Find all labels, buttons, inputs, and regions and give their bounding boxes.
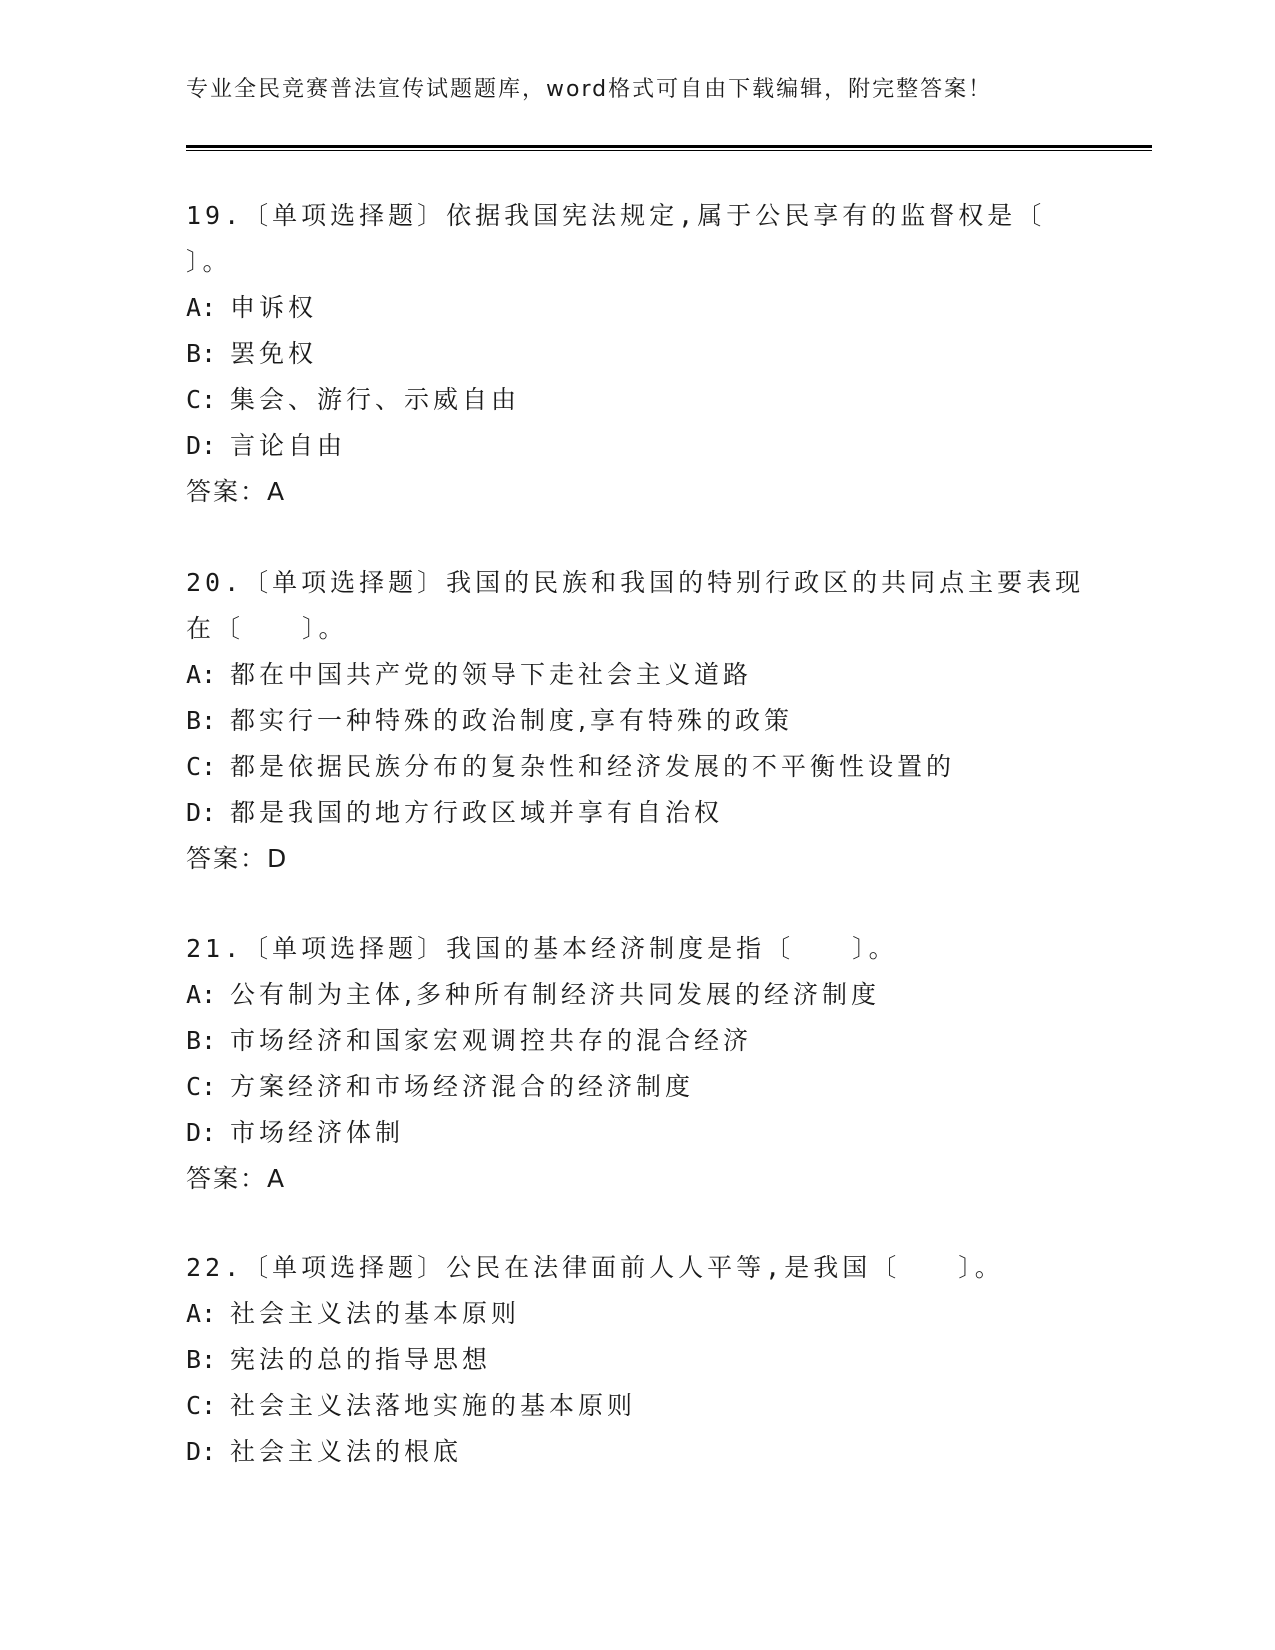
option-d [186,1429,1086,1475]
question-22 [186,1245,1086,1475]
option-c [186,377,1086,423]
option-b [186,698,1086,744]
option-a [186,285,1086,331]
option-b [186,1018,1086,1064]
option-text: 方案经济和市场经济混合的经济制度 [230,1072,695,1101]
option-letter: B: [186,706,217,735]
option-d [186,423,1086,469]
option-letter: C: [186,1072,217,1101]
option-letter: D: [186,798,217,827]
header-rule-thick [186,145,1152,148]
option-a [186,1291,1086,1337]
option-letter: B: [186,1345,217,1374]
option-letter: C: [186,752,217,781]
option-c [186,1383,1086,1429]
option-text: 公有制为主体,多种所有制经济共同发展的经济制度 [230,980,880,1009]
header-rule-thin [186,150,1152,151]
option-b [186,331,1086,377]
option-a [186,972,1086,1018]
option-b [186,1337,1086,1383]
question-21 [186,926,1086,1202]
option-text: 都实行一种特殊的政治制度,享有特殊的政策 [230,706,793,735]
option-letter: B: [186,339,217,368]
option-letter: D: [186,1437,217,1466]
option-text: 申诉权 [230,293,318,322]
question-stem: 22.〔单项选择题〕公民在法律面前人人平等,是我国〔 〕。 [186,1253,1004,1282]
option-text: 社会主义法的基本原则 [230,1299,521,1328]
option-letter: A: [186,1299,217,1328]
answer-line: 答案：D [186,844,289,873]
option-c [186,744,1086,790]
option-letter: C: [186,1391,217,1420]
option-text: 市场经济体制 [230,1118,405,1147]
option-text: 罢免权 [230,339,318,368]
option-text: 都是依据民族分布的复杂性和经济发展的不平衡性设置的 [230,752,956,781]
option-letter: B: [186,1026,217,1055]
option-text: 言论自由 [230,431,347,460]
question-stem: 21.〔单项选择题〕我国的基本经济制度是指〔 〕。 [186,934,898,963]
option-letter: D: [186,431,217,460]
option-text: 都是我国的地方行政区域并享有自治权 [230,798,724,827]
answer-line: 答案：A [186,1164,287,1193]
option-text: 宪法的总的指导思想 [230,1345,492,1374]
option-text: 社会主义法的根底 [230,1437,463,1466]
question-stem: 20.〔单项选择题〕我国的民族和我国的特别行政区的共同点主要表现在〔 〕。 [186,568,1085,643]
option-text: 市场经济和国家宏观调控共存的混合经济 [230,1026,753,1055]
option-letter: A: [186,660,217,689]
option-text: 都在中国共产党的领导下走社会主义道路 [230,660,753,689]
option-c [186,1064,1086,1110]
option-letter: D: [186,1118,217,1147]
option-d [186,1110,1086,1156]
question-20 [186,560,1086,882]
option-letter: A: [186,980,217,1009]
option-text: 社会主义法落地实施的基本原则 [230,1391,637,1420]
option-letter: A: [186,293,217,322]
option-text: 集会、游行、示威自由 [230,385,521,414]
question-19 [186,193,1086,515]
option-letter: C: [186,385,217,414]
option-a [186,652,1086,698]
page-header: 专业全民竞赛普法宣传试题题库，word格式可自由下载编辑，附完整答案！ [186,77,993,102]
answer-line: 答案：A [186,477,287,506]
option-d [186,790,1086,836]
question-stem: 19.〔单项选择题〕依据我国宪法规定,属于公民享有的监督权是〔 〕。 [186,201,1046,276]
